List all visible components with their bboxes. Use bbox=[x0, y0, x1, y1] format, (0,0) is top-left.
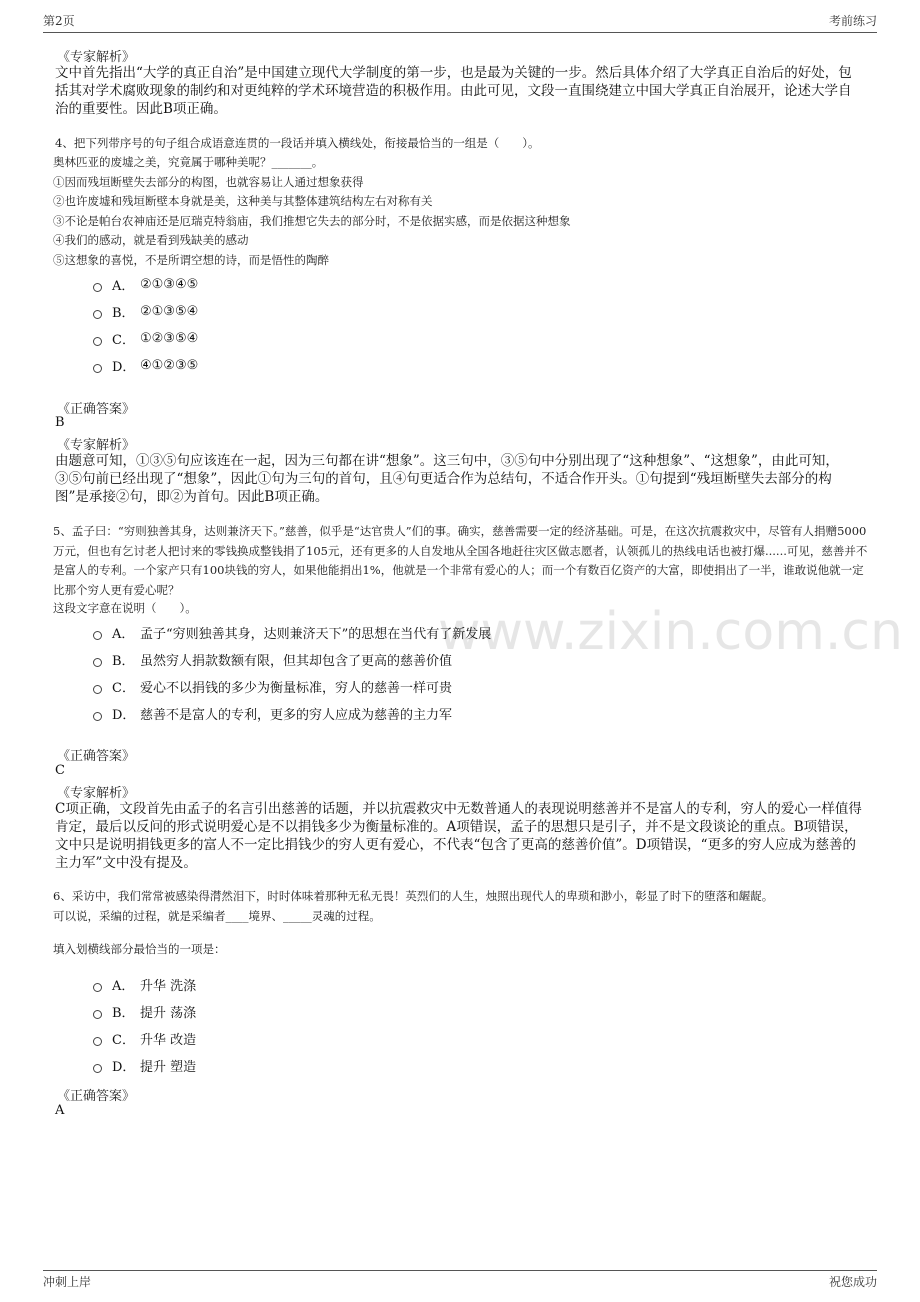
q4-line: ③不论是帕台农神庙还是厄瑞克特翁庙，我们推想它失去的部分时，不是依据实感，而是依据这种想象 bbox=[53, 213, 571, 228]
radio-icon[interactable] bbox=[93, 310, 102, 319]
q5-answer-label: 《正确答案》 bbox=[57, 749, 136, 764]
radio-icon[interactable] bbox=[93, 658, 102, 667]
q5-ask: 这段文字意在说明（ ）。 bbox=[53, 601, 197, 615]
q4-option-d[interactable]: D． ④①②③⑤ bbox=[93, 355, 198, 375]
q4-answer: B bbox=[55, 415, 65, 430]
page-header bbox=[43, 12, 877, 33]
page-number: 第2页 bbox=[43, 14, 75, 28]
blank-2: _____ bbox=[283, 908, 312, 923]
q4-line: ①因而残垣断壁失去部分的构图，也就容易让人通过想象获得 bbox=[53, 174, 364, 189]
q4-option-a[interactable]: A． ②①③④⑤ bbox=[93, 274, 198, 294]
q3-analysis: 文中首先指出“大学的真正自治”是中国建立现代大学制度的第一步，也是最为关键的一步。然后具体介绍了大学真正自治后的好处，包括其对学术腐败现象的制约和对更纯粹的学术环境营造的积极作用。由此可见，文段一直围绕建立中国大学真正自治展开，论述大学自治的重要性。因此B项正确。 bbox=[55, 65, 852, 117]
footer-left: 冲刺上岸 bbox=[43, 1275, 92, 1289]
q4-line: ⑤这想象的喜悦，不是所谓空想的诗，而是悟性的陶醉 bbox=[53, 252, 329, 267]
q4-analysis: 由题意可知，①③⑤句应该连在一起，因为三句都在讲“想象”。这三句中，③⑤句中分别出现了“这种想象”、“这想象”，由此可知，③⑤句前已经出现了“想象”，因此①句为三句的首句，且④句更适合作为总结句，不适合作开头。①句提到“残垣断壁失去部分的构图”是承接②句，即②为首句。因此B项正确。 bbox=[55, 453, 839, 505]
q5-option-d[interactable]: D． 慈善不是富人的专利，更多的穷人应成为慈善的主力军 bbox=[93, 703, 452, 723]
q4-analysis-label: 《专家解析》 bbox=[57, 438, 136, 453]
q5-analysis-label: 《专家解析》 bbox=[57, 786, 136, 801]
q3-analysis-label: 《专家解析》 bbox=[57, 50, 136, 65]
radio-icon[interactable] bbox=[93, 364, 102, 373]
q4-option-b[interactable]: B． ②①③⑤④ bbox=[93, 301, 198, 321]
radio-icon[interactable] bbox=[93, 983, 102, 992]
q4-option-c[interactable]: C． ①②③⑤④ bbox=[93, 328, 198, 348]
q6-option-d[interactable]: D． 提升 塑造 bbox=[93, 1055, 196, 1075]
q6-option-a[interactable]: A． 升华 洗涤 bbox=[93, 974, 196, 994]
radio-icon[interactable] bbox=[93, 283, 102, 292]
q4-line: ②也许废墟和残垣断壁本身就是美，这种美与其整体建筑结构左右对称有关 bbox=[53, 194, 433, 208]
q4-line: 奥林匹亚的废墟之美，究竟属于哪种美呢？_______。 bbox=[53, 155, 324, 169]
q4-line: ④我们的感动，就是看到残缺美的感动 bbox=[53, 233, 249, 247]
page-footer bbox=[43, 1270, 877, 1293]
q5-option-a[interactable]: A． 孟子“穷则独善其身，达则兼济天下”的思想在当代有了新发展 bbox=[93, 622, 491, 642]
blank-1: ____ bbox=[225, 908, 249, 923]
q6-answer: A bbox=[55, 1103, 65, 1118]
q4-answer-label: 《正确答案》 bbox=[57, 402, 136, 417]
q6-option-b[interactable]: B． 提升 荡涤 bbox=[93, 1001, 196, 1021]
q6-stem-line2: 可以说，采编的过程，就是采编者____境界、_____灵魂的过程。 bbox=[53, 908, 381, 923]
q6-stem-line1: 6、采访中，我们常常被感染得潸然泪下，时时体味着那种无私无畏！英烈们的人生，烛照出现代人的卑琐和渺小，彰显了时下的堕落和龌龊。 bbox=[53, 889, 774, 903]
watermark: www.zixin.com.cn bbox=[438, 602, 903, 662]
q6-answer-label: 《正确答案》 bbox=[57, 1089, 136, 1104]
q6-ask: 填入划横线部分最恰当的一项是： bbox=[53, 942, 226, 956]
radio-icon[interactable] bbox=[93, 631, 102, 640]
q6-option-c[interactable]: C． 升华 改造 bbox=[93, 1028, 196, 1048]
q5-analysis: C项正确，文段首先由孟子的名言引出慈善的话题，并以抗震救灾中无数普通人的表现说明慈善并不是富人的专利，穷人的爱心一样值得肯定，最后以反问的形式说明爱心是不以捐钱多少为衡量标准的。A项错误，孟子的思想只是引子，并不是文段谈论的重点。B项错误，文中只是说明捐钱更多的富人不一定比捐钱少的穷人更有爱心，不代表“包含了更高的慈善价值”。D项错误，“更多的穷人应成为慈善的主力军”文中没有提及。 bbox=[55, 801, 862, 871]
q5-stem: 5、孟子曰：“穷则独善其身，达则兼济天下。”慈善，似乎是“达官贵人”们的事。确实，慈善需要一定的经济基础。可是，在这次抗震救灾中，尽管有人捐赠5000万元，但也有乞讨老人把讨来的零钱换成整钱捐了105元，还有更多的人自发地从全国各地赶往灾区做志愿者，认领孤儿的热线电话也被打爆......可见，慈善并不是富人的专利。一个家产只有100块钱的穷人，如果他能捐出1%，他就是一个非常有爱心的人；而一个有数百亿资产的大富，即使捐出了一半，谁敢说他就一定比那个穷人更有爱心呢？ bbox=[53, 524, 868, 597]
q5-answer: C bbox=[55, 763, 65, 778]
q6-stem bbox=[53, 887, 868, 926]
radio-icon[interactable] bbox=[93, 1037, 102, 1046]
q4-sentence-list bbox=[53, 153, 863, 270]
q4-stem: 4、把下列带序号的句子组合成语意连贯的一段话并填入横线处，衔接最恰当的一组是（ ）。 bbox=[55, 136, 540, 150]
footer-right: 祝您成功 bbox=[828, 1275, 877, 1289]
header-title: 考前练习 bbox=[828, 14, 877, 28]
radio-icon[interactable] bbox=[93, 685, 102, 694]
q5-option-b[interactable]: B． 虽然穷人捐款数额有限，但其却包含了更高的慈善价值 bbox=[93, 649, 452, 669]
q5-option-c[interactable]: C． 爱心不以捐钱的多少为衡量标准，穷人的慈善一样可贵 bbox=[93, 676, 452, 696]
radio-icon[interactable] bbox=[93, 1010, 102, 1019]
radio-icon[interactable] bbox=[93, 1064, 102, 1073]
radio-icon[interactable] bbox=[93, 337, 102, 346]
radio-icon[interactable] bbox=[93, 712, 102, 721]
